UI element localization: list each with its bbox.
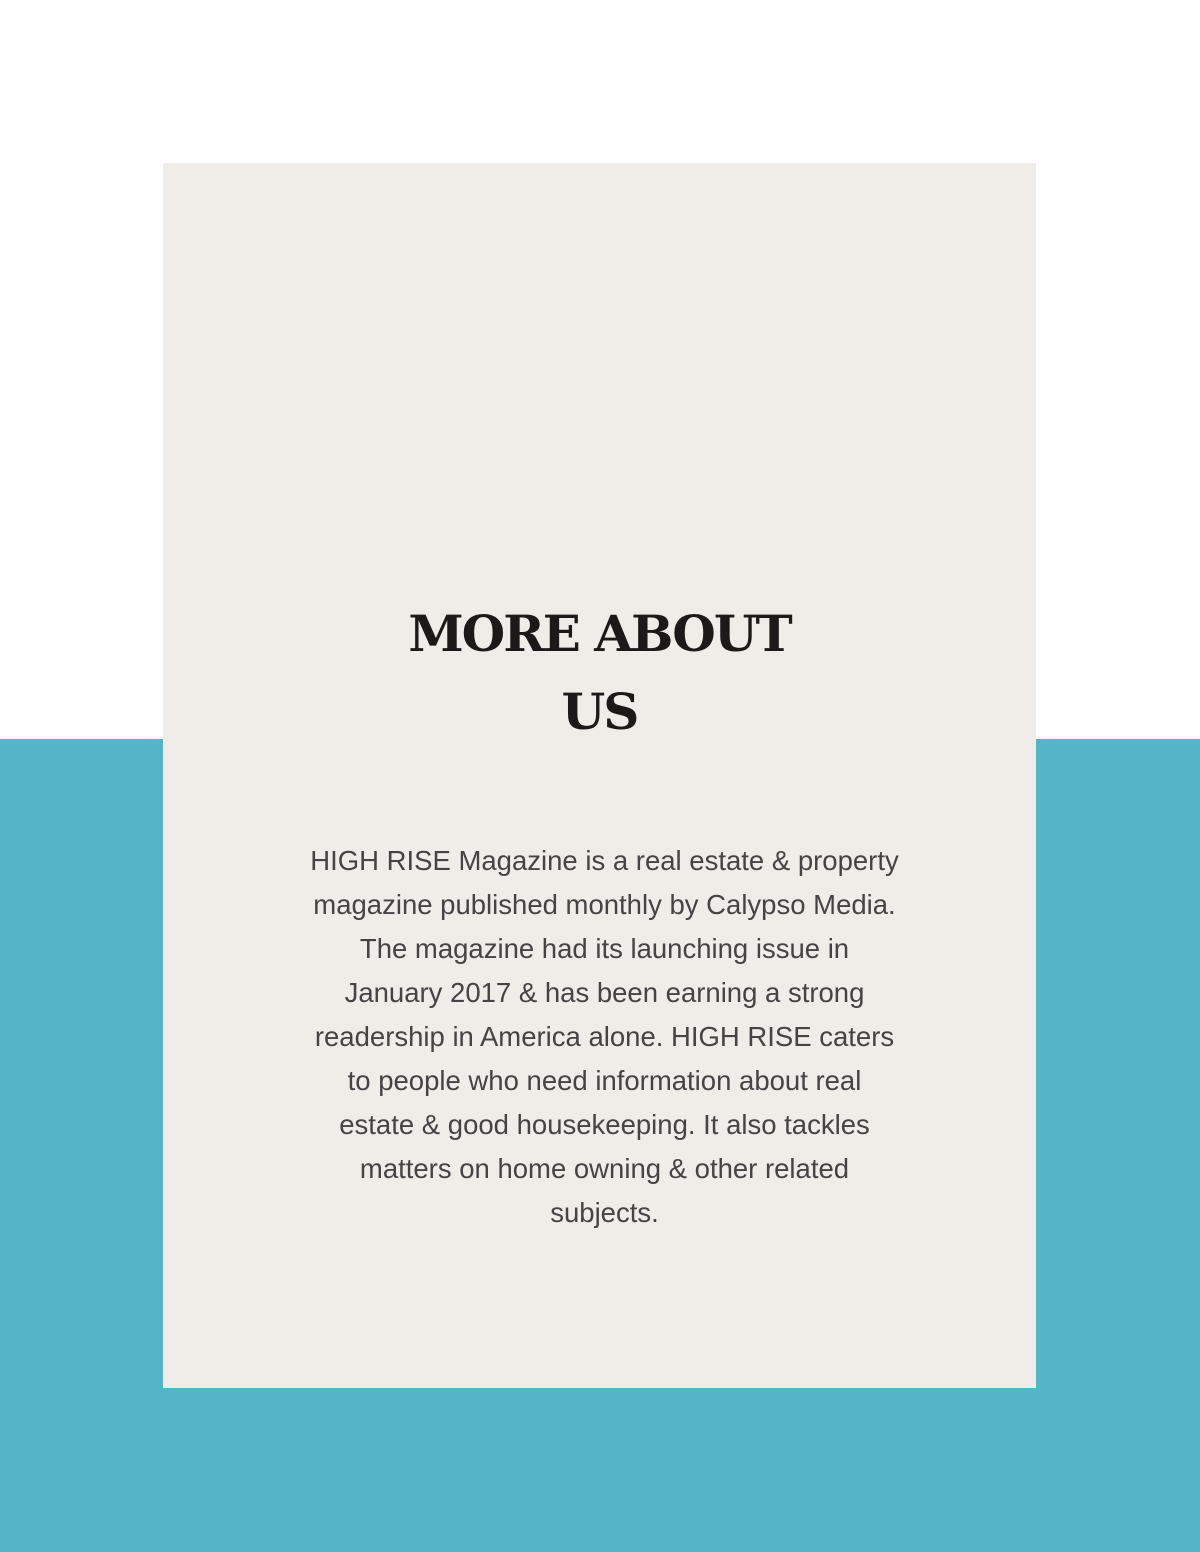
paragraph-line: readership in America alone. HIGH RISE caters: [314, 1021, 895, 1052]
paragraph-line: matters on home owning & other related: [359, 1153, 850, 1184]
content-card: [163, 163, 1036, 1388]
paragraph-line: to people who need information about real: [347, 1065, 862, 1096]
paragraph-line: The magazine had its launching issue in: [359, 933, 850, 964]
paragraph-line: subjects.: [550, 1197, 659, 1228]
paragraph-line: January 2017 & has been earning a strong: [344, 977, 865, 1008]
title-line: MORE ABOUT: [408, 604, 791, 663]
paragraph-line: magazine published monthly by Calypso Media.: [313, 889, 896, 920]
title-line: US: [561, 682, 638, 741]
about-paragraph: [163, 839, 1036, 1235]
page-title: [163, 595, 1036, 751]
paragraph-line: estate & good housekeeping. It also tackles: [339, 1109, 870, 1140]
paragraph-line: HIGH RISE Magazine is a real estate & property: [310, 845, 899, 876]
